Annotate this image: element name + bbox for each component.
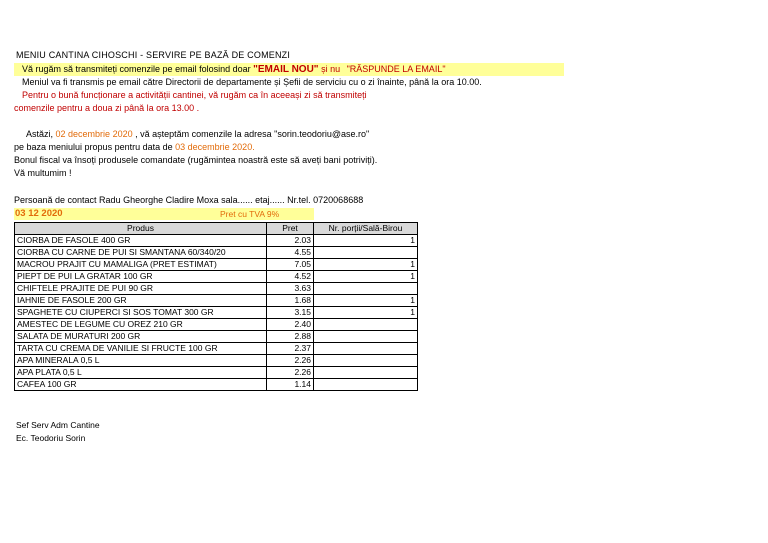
product-cell: APA PLATA 0,5 L <box>15 367 267 379</box>
product-cell: PIEPT DE PUI LA GRATAR 100 GR <box>15 271 267 283</box>
table-row <box>15 259 418 271</box>
instruction-connector: și nu <box>321 64 341 74</box>
table-row <box>15 355 418 367</box>
price-cell: 7.05 <box>267 259 314 271</box>
fiscal-note: Bonul fiscal va însoți produsele comandate (rugămintea noastră este să aveți bani potriviți). <box>14 155 378 165</box>
table-header-row <box>15 223 418 235</box>
table-row <box>15 307 418 319</box>
menu-date: 03 12 2020 <box>15 208 63 219</box>
price-cell: 2.26 <box>267 355 314 367</box>
table-row <box>15 379 418 391</box>
document-title: MENIU CANTINA CIHOSCHI - SERVIRE PE BAZĂ DE COMENZI <box>16 50 291 60</box>
price-cell: 2.37 <box>267 343 314 355</box>
price-cell: 4.52 <box>267 271 314 283</box>
qty-cell[interactable] <box>314 247 418 259</box>
price-cell: 2.03 <box>267 235 314 247</box>
product-cell: CHIFTELE PRAJITE DE PUI 90 GR <box>15 283 267 295</box>
qty-cell[interactable]: 1 <box>314 295 418 307</box>
instruction-text: Vă rugăm să transmiteți comenzile pe email folosind doar <box>22 64 251 74</box>
product-cell: APA MINERALA 0,5 L <box>15 355 267 367</box>
table-row <box>15 235 418 247</box>
table-row <box>15 271 418 283</box>
qty-cell[interactable] <box>314 379 418 391</box>
table-row <box>15 283 418 295</box>
price-cell: 1.68 <box>267 295 314 307</box>
thanks-note: Vă multumim ! <box>14 168 72 178</box>
qty-cell[interactable]: 1 <box>314 259 418 271</box>
email-instruction <box>14 63 564 76</box>
col-header-price: Pret <box>267 223 314 235</box>
today-date: 02 decembrie 2020 <box>55 129 133 139</box>
product-cell: MACROU PRAJIT CU MAMALIGA (PRET ESTIMAT) <box>15 259 267 271</box>
qty-cell[interactable] <box>314 343 418 355</box>
price-cell: 3.15 <box>267 307 314 319</box>
email-nou-label: "EMAIL NOU" <box>253 64 319 75</box>
today-rest: , vă așteptăm comenzile la adresa "sorin.teodoriu@ase.ro" <box>135 129 370 139</box>
product-cell: TARTA CU CREMA DE VANILIE SI FRUCTE 100 GR <box>15 343 267 355</box>
product-cell: CIORBA DE FASOLE 400 GR <box>15 235 267 247</box>
product-cell: SPAGHETE CU CIUPERCI SI SOS TOMAT 300 GR <box>15 307 267 319</box>
vat-label: Pret cu TVA 9% <box>220 209 280 219</box>
qty-cell[interactable]: 1 <box>314 235 418 247</box>
qty-cell[interactable]: 1 <box>314 271 418 283</box>
menu-basis <box>14 142 255 152</box>
signature-name: Ec. Teodoriu Sorin <box>16 433 86 443</box>
qty-cell[interactable] <box>314 319 418 331</box>
deadline-note-1: Pentru o bună funcționare a activității cantinei, vă rugăm ca în aceeași zi să transmiteți <box>22 90 367 100</box>
qty-cell[interactable] <box>314 283 418 295</box>
table-row <box>15 343 418 355</box>
table-row <box>15 331 418 343</box>
product-cell: AMESTEC DE LEGUME CU OREZ 210 GR <box>15 319 267 331</box>
deadline-note-2: comenzile pentru a doua zi până la ora 13.00 . <box>14 103 200 113</box>
price-cell: 4.55 <box>267 247 314 259</box>
table-row <box>15 367 418 379</box>
col-header-product: Produs <box>15 223 267 235</box>
qty-cell[interactable]: 1 <box>314 307 418 319</box>
menu-transmit-note: Meniul va fi transmis pe email către Directorii de departamente și Șefii de serviciu cu o zi înainte, până la ora 10.00. <box>22 77 482 87</box>
qty-cell[interactable] <box>314 367 418 379</box>
col-header-qty: Nr. porții/Sală-Birou <box>314 223 418 235</box>
today-label: Astăzi, <box>26 129 54 139</box>
raspunde-label: "RĂSPUNDE LA EMAIL" <box>346 64 446 74</box>
product-cell: IAHNIE DE FASOLE 200 GR <box>15 295 267 307</box>
basis-text: pe baza meniului propus pentru data de <box>14 142 173 152</box>
price-cell: 2.88 <box>267 331 314 343</box>
menu-table <box>14 222 418 391</box>
price-cell: 2.40 <box>267 319 314 331</box>
basis-date: 03 decembrie 2020. <box>175 142 255 152</box>
date-bar <box>14 208 314 220</box>
price-cell: 1.14 <box>267 379 314 391</box>
price-cell: 2.26 <box>267 367 314 379</box>
product-cell: SALATA DE MURATURI 200 GR <box>15 331 267 343</box>
table-row <box>15 247 418 259</box>
product-cell: CAFEA 100 GR <box>15 379 267 391</box>
qty-cell[interactable] <box>314 331 418 343</box>
price-cell: 3.63 <box>267 283 314 295</box>
today-notice <box>26 129 369 139</box>
product-cell: CIORBA CU CARNE DE PUI SI SMANTANA 60/340/20 <box>15 247 267 259</box>
qty-cell[interactable] <box>314 355 418 367</box>
table-row <box>15 295 418 307</box>
contact-line: Persoană de contact Radu Gheorghe Cladire Moxa sala...... etaj...... Nr.tel. 0720068688 <box>14 195 364 205</box>
signature-title: Sef Serv Adm Cantine <box>16 420 100 430</box>
table-row <box>15 319 418 331</box>
